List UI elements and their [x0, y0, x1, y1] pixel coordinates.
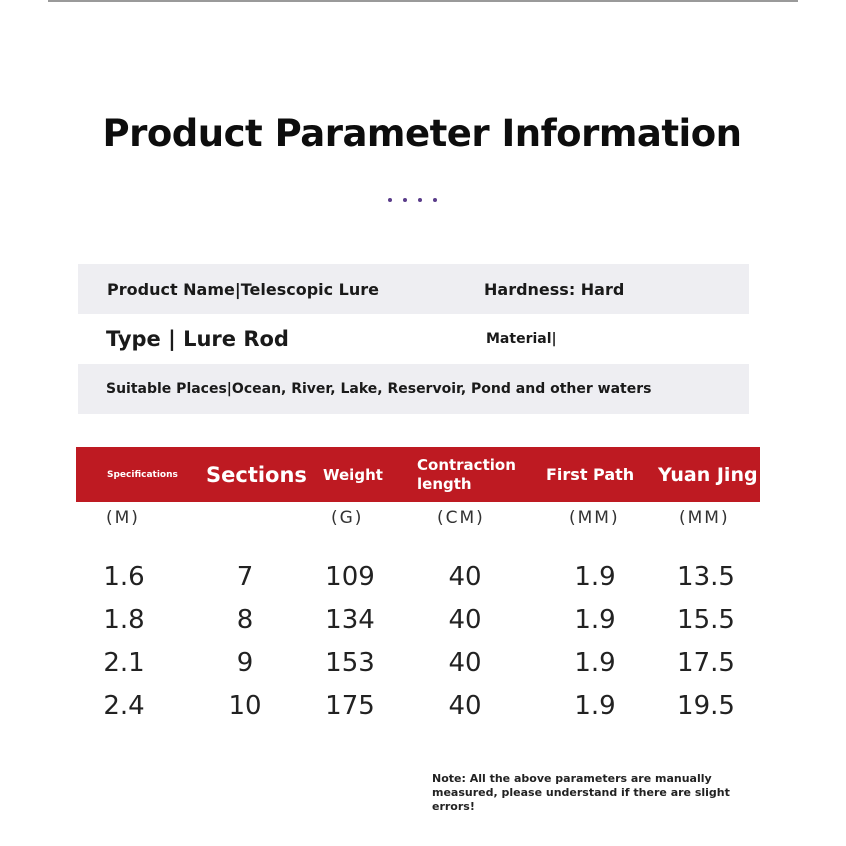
spec-table-header — [76, 447, 760, 502]
top-divider — [48, 0, 798, 2]
dot — [433, 198, 437, 202]
cell-sections: 8 — [236, 605, 254, 635]
product-name: Product Name|Telescopic Lure — [107, 279, 380, 299]
cell-first-path: 1.9 — [574, 648, 616, 678]
header-contraction-length: Contraction length — [417, 455, 516, 493]
dot — [403, 198, 407, 202]
table-row — [0, 648, 846, 688]
cell-weight: 134 — [325, 605, 375, 635]
cell-first-path: 1.9 — [574, 605, 616, 635]
header-specifications: Specifications — [107, 469, 178, 480]
cell-weight: 109 — [325, 562, 375, 592]
cell-contraction: 40 — [448, 691, 482, 721]
hardness: Hardness: Hard — [484, 279, 625, 299]
cell-weight: 175 — [325, 691, 375, 721]
cell-sections: 9 — [236, 648, 254, 678]
dot — [388, 198, 392, 202]
cell-contraction: 40 — [448, 605, 482, 635]
product-type: Type | Lure Rod — [106, 327, 289, 351]
header-yuan-jing: Yuan Jing — [658, 463, 758, 486]
cell-sections: 7 — [236, 562, 254, 592]
page-title: Product Parameter Information — [102, 112, 742, 155]
cell-yuan-jing: 17.5 — [677, 648, 735, 678]
unit-yuan-jing: (MM) — [679, 508, 730, 528]
measurement-note: Note: All the above parameters are manually measured, please understand if there are slight errors! — [432, 772, 730, 813]
cell-length: 1.8 — [103, 605, 145, 635]
cell-contraction: 40 — [448, 648, 482, 678]
material: Material| — [486, 331, 557, 347]
info-row-name-hardness — [78, 264, 749, 314]
table-row — [0, 562, 846, 602]
cell-first-path: 1.9 — [574, 691, 616, 721]
table-row — [0, 605, 846, 645]
header-first-path: First Path — [546, 465, 635, 484]
cell-length: 1.6 — [103, 562, 145, 592]
info-row-suitable-places — [78, 364, 749, 414]
cell-yuan-jing: 19.5 — [677, 691, 735, 721]
header-sections: Sections — [206, 462, 307, 487]
cell-sections: 10 — [228, 691, 262, 721]
table-row — [0, 691, 846, 731]
cell-weight: 153 — [325, 648, 375, 678]
cell-yuan-jing: 15.5 — [677, 605, 735, 635]
cell-contraction: 40 — [448, 562, 482, 592]
suitable-places: Suitable Places|Ocean, River, Lake, Reservoir, Pond and other waters — [106, 381, 652, 397]
unit-first-path: (MM) — [569, 508, 620, 528]
cell-length: 2.4 — [103, 691, 145, 721]
unit-contraction-length: (CM) — [437, 508, 485, 528]
header-weight: Weight — [323, 465, 383, 484]
unit-weight: (G) — [331, 508, 364, 528]
dot — [418, 198, 422, 202]
cell-first-path: 1.9 — [574, 562, 616, 592]
cell-length: 2.1 — [103, 648, 145, 678]
unit-specifications: (M) — [106, 508, 140, 528]
title-dots-decoration — [388, 198, 437, 202]
info-row-type-material — [78, 314, 749, 364]
cell-yuan-jing: 13.5 — [677, 562, 735, 592]
